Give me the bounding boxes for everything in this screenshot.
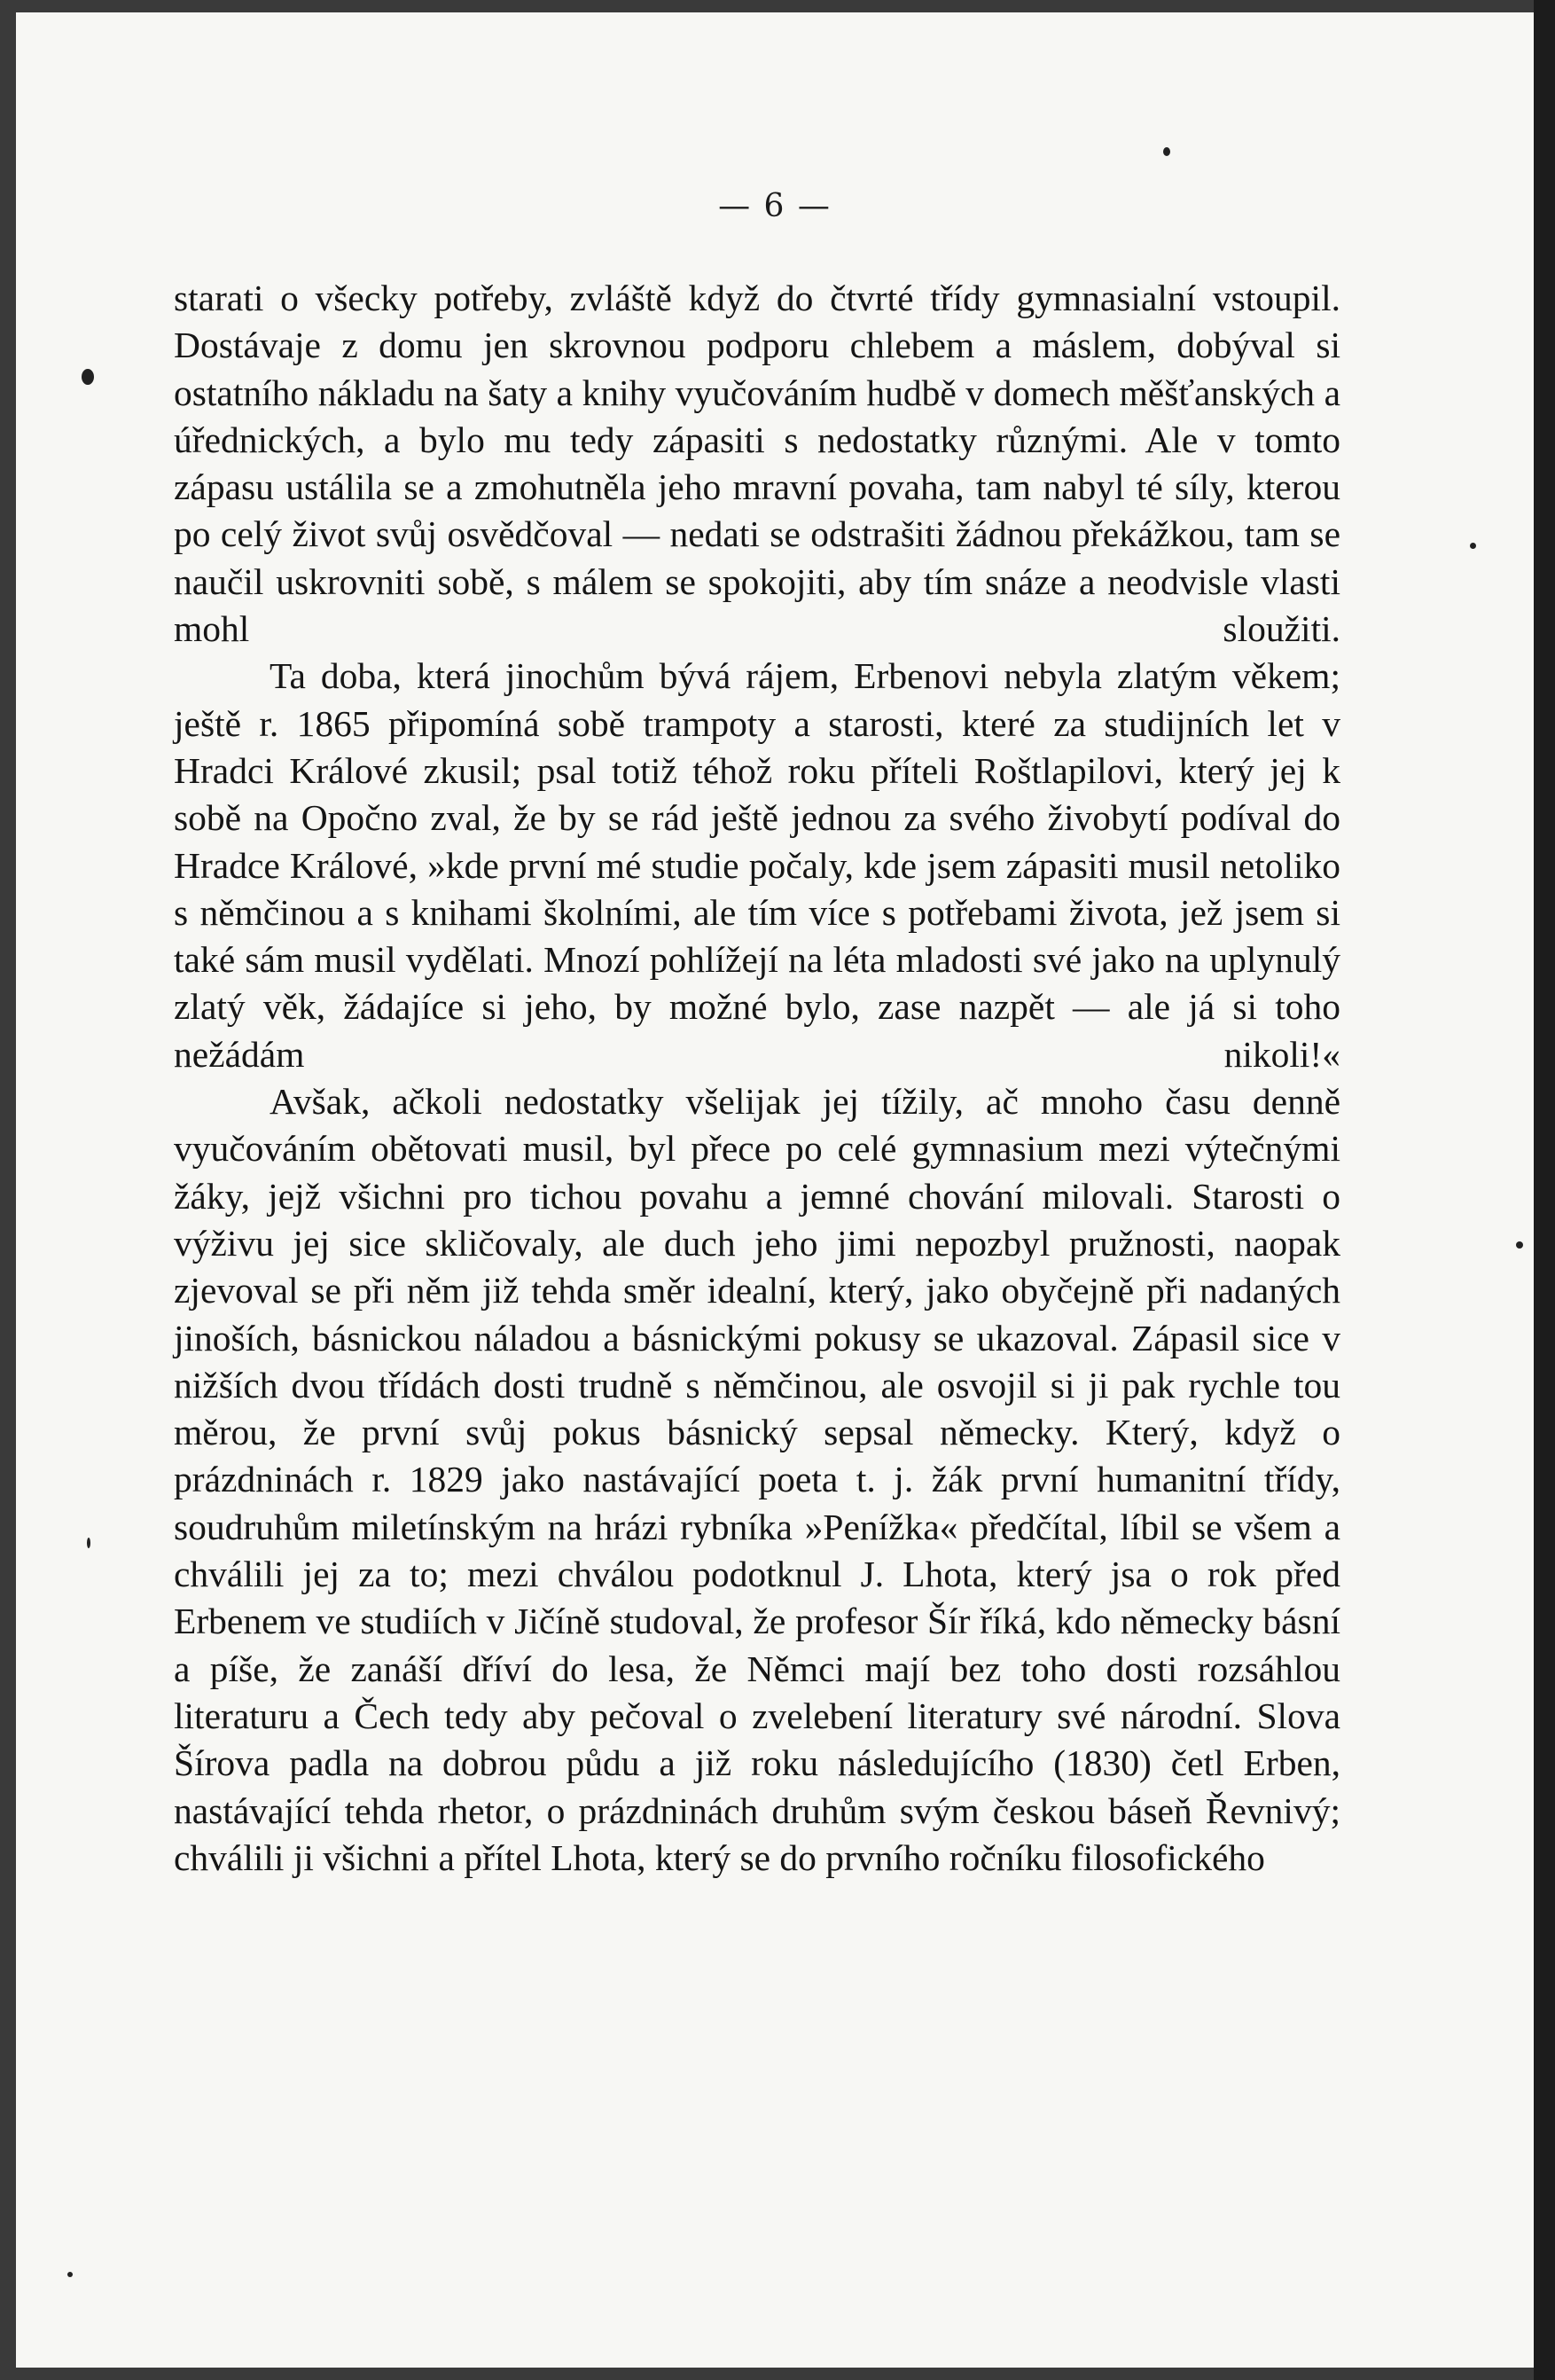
scan-speck <box>82 369 94 385</box>
scan-edge <box>1534 0 1555 2380</box>
page-number: — 6 — <box>718 188 832 224</box>
scanned-page <box>16 12 1534 2368</box>
scan-speck <box>1163 147 1170 156</box>
body-text <box>174 275 1340 1882</box>
paragraph-3: Avšak, ačkoli nedostatky všelijak jej tížily, ač mnoho času denně vyučováním obětovati musil, byl přece po celé gymnasium mezi výtečnými žáky, jejž všichni pro tichou povahu a jemné chování milovali. Starosti o výživu jej sice skličovaly, ale duch jeho jimi nepozbyl pružnosti, naopak zjevoval se při něm již tehda směr idealní, který, jako obyčejně při nadaných jinoších, básnickou náladou a básnickými pokusy se ukazoval. Zápasil sice v nižších dvou třídách dosti trudně s němčinou, ale osvojil si ji pak rychle tou měrou, že první svůj pokus básnický sepsal německy. Který, když o prázdninách r. 1829 jako nastávající poeta t. j. žák první humanitní třídy, soudruhům miletínským na hrázi rybníka »Penížka« předčítal, líbil se všem a chválili jej za to; mezi chválou podotknul J. Lhota, který jsa o rok před Erbenem ve studiích v Jičíně studoval, že profesor Šír říká, kdo německy básní a píše, že zanáší dříví do lesa, že Němci mají bez toho dosti rozsáhlou literaturu a Čech tedy aby pečoval o zvelebení literatury své národní. Slova Šírova padla na dobrou půdu a již roku následujícího (1830) četl Erben, nastávající tehda rhetor, o prázdninách druhům svým českou báseň Řevnivý; chválili ji všichni a přítel Lhota, který se do prvního ročníku filosofického <box>174 1081 1340 1878</box>
scan-speck <box>87 1538 90 1548</box>
scan-speck <box>1470 543 1476 549</box>
paragraph-2: Ta doba, která jinochům bývá rájem, Erbenovi nebyla zlatým věkem; ještě r. 1865 připomíná sobě trampoty a starosti, které za studijních let v Hradci Králové zkusil; psal totiž téhož roku příteli Roštlapilovi, který jej k sobě na Opočno zval, že by se rád ještě jednou za svého živobytí podíval do Hradce Králové, »kde první mé studie počaly, kde jsem zápasiti musil netoliko s němčinou a s knihami školními, ale tím více s potřebami života, jež jsem si také sám musil vydělati. Mnozí pohlížejí na léta mladosti své jako na uplynulý zlatý věk, žádajíce si jeho, by možné bylo, zase nazpět — ale já si toho nežádám nikoli!« <box>174 655 1340 1075</box>
scan-speck <box>67 2272 73 2277</box>
paragraph-1: starati o všecky potřeby, zvláště když do čtvrté třídy gymnasialní vstoupil. Dostávaje z domu jen skrovnou podporu chlebem a máslem, dobýval si ostatního nákladu na šaty a knihy vyučováním hudbě v domech měšťanských a úřednických, a bylo mu tedy zápasiti s nedostatky různými. Ale v tomto zápasu ustálila se a zmohutněla jeho mravní povaha, tam nabyl té síly, kterou po celý život svůj osvědčoval — nedati se odstrašiti žádnou překážkou, tam se naučil uskrovniti sobě, s málem se spokojiti, aby tím snáze a neodvisle vlasti mohl sloužiti. <box>174 278 1340 650</box>
scan-speck <box>1516 1241 1523 1249</box>
